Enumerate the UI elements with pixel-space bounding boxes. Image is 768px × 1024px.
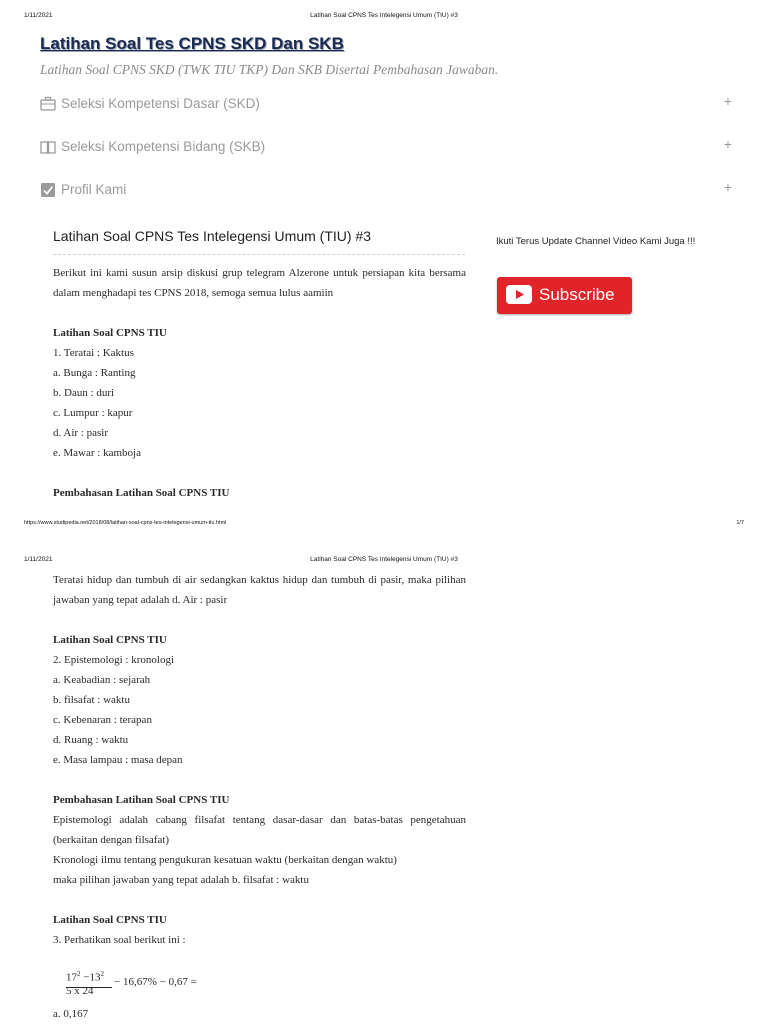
question-text: 2. Epistemologi : kronologi <box>53 654 174 666</box>
answer-option: c. Kebenaran : terapan <box>53 714 152 726</box>
print-date: 1/11/2021 <box>24 556 53 563</box>
print-header <box>24 556 744 568</box>
answer-option: b. filsafat : waktu <box>53 694 130 706</box>
print-page-number: 1/7 <box>736 520 744 526</box>
formula-numerator: $17^2 -13^2$ <box>66 968 112 988</box>
checkbox-icon <box>40 182 56 198</box>
discussion-text: Teratai hidup dan tumbuh di air sedangkan kaktus hidup dan tumbuh di pasir, maka pilihan jawaban yang tepat adalah d. Air : pasir <box>53 574 466 606</box>
nav-label: Seleksi Kompetensi Bidang (SKB) <box>61 139 266 154</box>
answer-option: d. Ruang : waktu <box>53 734 129 746</box>
discussion-heading: Pembahasan Latihan Soal CPNS TIU <box>53 794 230 806</box>
answer-option: a. 0,167 <box>53 1008 89 1020</box>
post-body-page2-end <box>53 1004 466 1024</box>
post-intro: Berikut ini kami susun arsip diskusi grup telegram Alzerone untuk persiapan kita bersama dalam menghadapi tes CPNS 2018, semoga semua lulus aamiin <box>53 267 466 299</box>
answer-option: a. Bunga : Ranting <box>53 367 136 379</box>
nav-label: Seleksi Kompetensi Dasar (SKD) <box>61 96 260 111</box>
expand-plus-icon[interactable]: + <box>723 179 732 195</box>
nav-item-skb[interactable] <box>40 136 732 158</box>
book-icon <box>40 139 56 155</box>
print-title: Latihan Soal CPNS Tes Intelegensi Umum (TIU) #3 <box>310 556 458 563</box>
sidebar-text: Ikuti Terus Update Channel Video Kami Juga !!! <box>496 236 696 247</box>
print-header <box>24 12 744 24</box>
nav-item-skd[interactable] <box>40 93 732 115</box>
answer-option: e. Mawar : kamboja <box>53 447 141 459</box>
nav-label: Profil Kami <box>61 182 127 197</box>
subscribe-label: Subscribe <box>539 285 615 304</box>
formula-rest: − 16,67% − 0,67 = <box>114 976 197 988</box>
question-heading: Latihan Soal CPNS TIU <box>53 634 167 646</box>
answer-option: c. Lumpur : kapur <box>53 407 133 419</box>
question-text: 1. Teratai : Kaktus <box>53 347 134 359</box>
print-date: 1/11/2021 <box>24 12 53 19</box>
expand-plus-icon[interactable]: + <box>723 136 732 152</box>
youtube-play-icon <box>506 285 532 304</box>
discussion-heading: Pembahasan Latihan Soal CPNS TIU <box>53 487 230 499</box>
question-text: 3. Perhatikan soal berikut ini : <box>53 934 186 946</box>
answer-option: d. Air : pasir <box>53 427 108 439</box>
site-description: Latihan Soal CPNS SKD (TWK TIU TKP) Dan SKB Disertai Pembahasan Jawaban. <box>40 62 499 77</box>
print-url: https://www.studipedia.net/2018/08/latihan-soal-cpns-tes-intelegensi-umum-tiu.html <box>24 520 227 526</box>
post-title: Latihan Soal CPNS Tes Intelegensi Umum (TIU) #3 <box>53 228 465 255</box>
post-body-page2 <box>53 570 466 950</box>
briefcase-icon <box>40 96 56 112</box>
discussion-text: Kronologi ilmu tentang pengukuran kesatuan waktu (berkaitan dengan waktu) <box>53 854 397 866</box>
post-body-page1 <box>53 263 466 503</box>
answer-option: b. Daun : duri <box>53 387 115 399</box>
answer-option: e. Masa lampau : masa depan <box>53 754 183 766</box>
question-heading: Latihan Soal CPNS TIU <box>53 914 167 926</box>
print-title: Latihan Soal CPNS Tes Intelegensi Umum (TIU) #3 <box>310 12 458 19</box>
nav-item-profil[interactable] <box>40 179 732 201</box>
site-title[interactable]: Latihan Soal Tes CPNS SKD Dan SKB <box>40 34 344 53</box>
answer-option: a. Keabadian : sejarah <box>53 674 151 686</box>
discussion-text: Epistemologi adalah cabang filsafat tentang dasar-dasar dan batas-batas pengetahuan (berkaitan dengan filsafat) <box>53 814 466 846</box>
discussion-text: maka pilihan jawaban yang tepat adalah b. filsafat : waktu <box>53 874 309 886</box>
formula-denominator: 5 x 24 <box>66 985 94 997</box>
question-heading: Latihan Soal CPNS TIU <box>53 327 167 339</box>
expand-plus-icon[interactable]: + <box>723 93 732 109</box>
print-footer <box>24 520 744 532</box>
subscribe-button[interactable] <box>497 277 632 314</box>
